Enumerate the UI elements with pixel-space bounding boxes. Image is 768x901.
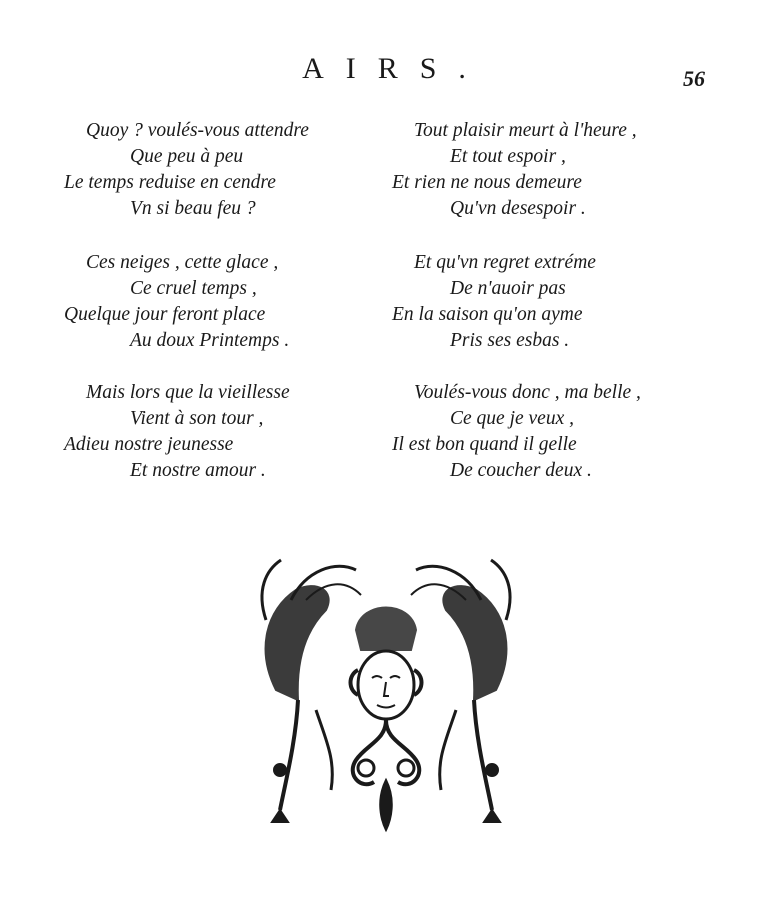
poem-line: Adieu nostre jeunesse [64, 434, 234, 455]
poem-line: Au doux Printemps . [130, 330, 290, 351]
poem-line: Et qu'vn regret extréme [414, 252, 596, 273]
poem-stanza [64, 250, 289, 354]
poem-line: Voulés-vous donc , ma belle , [414, 382, 641, 403]
poem-line: Pris ses esbas . [450, 330, 570, 351]
poem-stanza [392, 380, 641, 484]
poem-line: Quelque jour feront place [64, 304, 266, 325]
poem-stanza [392, 250, 596, 354]
poem-line: Et nostre amour . [130, 460, 266, 481]
poem-line: Mais lors que la vieillesse [86, 382, 290, 403]
poem-line: Que peu à peu [130, 146, 244, 167]
poem-line: De n'auoir pas [450, 278, 566, 299]
engraved-mask-ornament-icon [236, 540, 536, 840]
poem-line: En la saison qu'on ayme [392, 304, 583, 325]
poem-line: Vient à son tour , [130, 408, 264, 429]
poem-line: Et tout espoir , [450, 146, 566, 167]
poem-line: Quoy ? voulés-vous attendre [86, 120, 309, 141]
poem-line: Ce cruel temps , [130, 278, 257, 299]
poem-line: Qu'vn desespoir . [450, 198, 586, 219]
poem-line: Vn si beau feu ? [130, 198, 256, 219]
poem-line: Ce que je veux , [450, 408, 574, 429]
poem-line: Ces neiges , cette glace , [86, 252, 279, 273]
page-title: AIRS. [302, 52, 488, 85]
page-number: 56 [683, 66, 705, 91]
poem-line: Il est bon quand il gelle [392, 434, 577, 455]
poem-line: Tout plaisir meurt à l'heure , [414, 120, 637, 141]
poem-line: Le temps reduise en cendre [64, 172, 276, 193]
poem-stanza [392, 118, 637, 222]
poem-stanza [64, 380, 290, 484]
poem-line: De coucher deux . [450, 460, 592, 481]
poem-stanza [64, 118, 309, 222]
poem-line: Et rien ne nous demeure [392, 172, 582, 193]
